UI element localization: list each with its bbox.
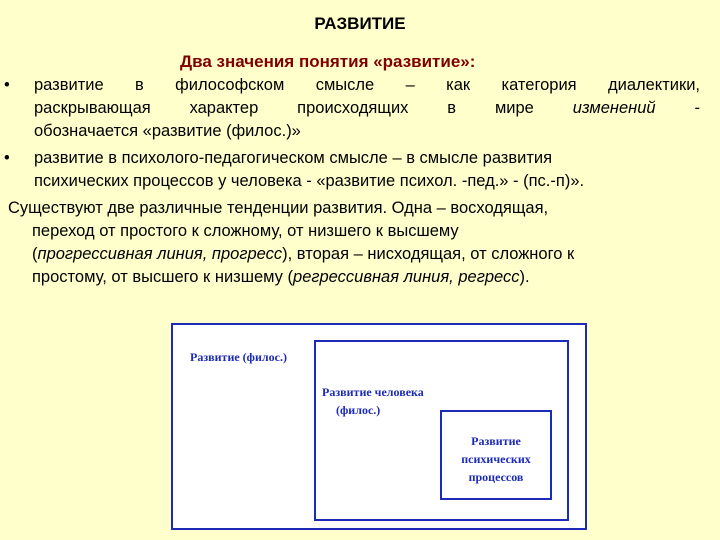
bullet1-line1: развитие в философском смысле – как категория диалектики, — [34, 76, 700, 94]
para-line3-italic: прогрессивная линия, прогресс — [37, 245, 283, 263]
para-line4-text: простому, от высшего к низшему ( — [32, 268, 294, 286]
inner-box-label-line3: процессов — [468, 470, 524, 484]
bullet1-line2 — [34, 97, 700, 120]
para-line1: Существуют две различные тенденции развития. Одна – восходящая, — [8, 199, 549, 217]
bullet2-line2: психических процессов у человека - «развитие психол. -пед.» - (пс.-п)». — [34, 172, 585, 190]
middle-box-label-line1: Развитие человека — [322, 385, 424, 399]
tendencies-paragraph — [8, 197, 708, 289]
page-title: РАЗВИТИЕ — [314, 14, 406, 33]
bullet1-line2-dash: - — [694, 99, 700, 117]
para-line2: переход от простого к сложному, от низшего к высшему — [32, 222, 459, 240]
bullet-philosophical — [4, 74, 700, 143]
middle-box-label-line2: (филос.) — [336, 403, 381, 417]
outer-box-label: Развитие (филос.) — [190, 350, 287, 364]
inner-box-label-line1: Развитие — [471, 434, 521, 448]
bullet1-line3: обозначается «развитие (филос.)» — [34, 122, 301, 140]
bullet2-line1: развитие в психолого-педагогическом смысле – в смысле развития — [34, 149, 553, 167]
bullet1-line2-italic: изменений — [572, 99, 656, 117]
para-line3 — [8, 243, 708, 266]
bullet-psychological — [4, 147, 700, 193]
para-line4-close: ). — [519, 268, 530, 286]
bullet1-line2-text: раскрывающая характер происходящих в мире — [34, 99, 534, 117]
para-line3-open: ( — [32, 245, 38, 263]
bullet-marker: • — [4, 76, 10, 94]
para-line4 — [8, 266, 708, 289]
page-subtitle: Два значения понятия «развитие»: — [180, 52, 476, 71]
bullet-marker: • — [4, 149, 10, 167]
inner-box-label-line2: психических — [461, 452, 531, 466]
para-line4-italic: регрессивная линия, регресс — [293, 268, 520, 286]
para-line3-rest: ), вторая – нисходящая, от сложного к — [282, 245, 575, 263]
